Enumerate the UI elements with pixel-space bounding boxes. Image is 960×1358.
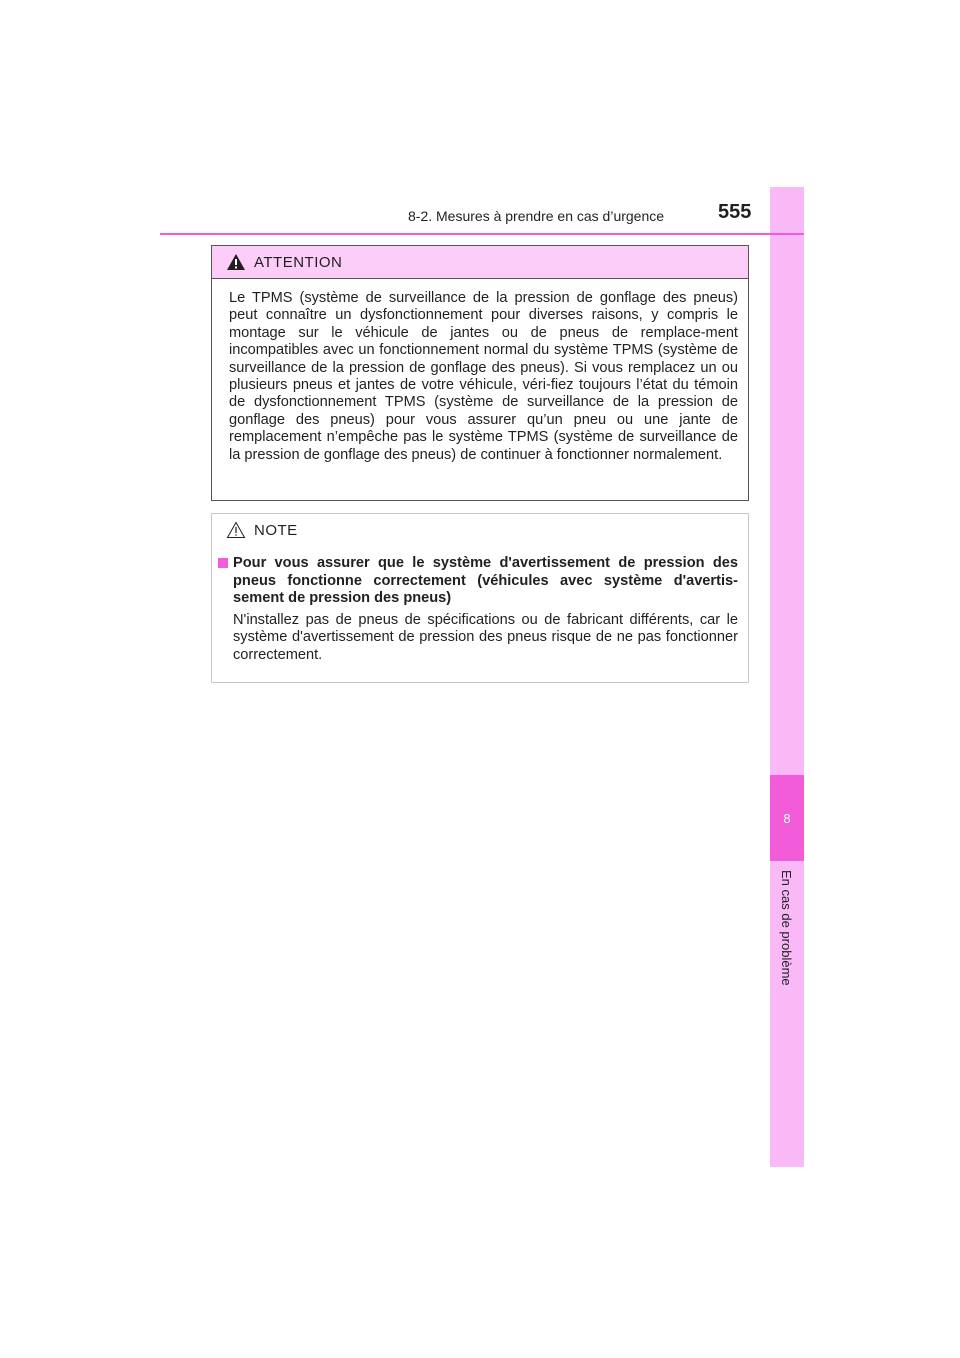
attention-box: [211, 245, 749, 501]
note-box: [211, 513, 749, 683]
note-text: N'installez pas de pneus de spécifications ou de fabricant différents, car le système d'avertissement de pression des pneus risque de ne pas fonctionner correctement.: [233, 611, 738, 663]
attention-header: [212, 246, 748, 279]
note-header: [212, 514, 748, 546]
header-divider: [160, 233, 804, 235]
chapter-title-label: En cas de problème: [779, 870, 794, 986]
chapter-number-tab: 8: [770, 775, 804, 861]
section-title: 8-2. Mesures à prendre en cas d’urgence: [408, 208, 665, 224]
bullet-square-icon: [218, 558, 228, 568]
page-number: 555: [718, 201, 752, 223]
warning-triangle-icon: [226, 253, 246, 271]
note-heading: [216, 555, 738, 608]
attention-text: Le TPMS (système de surveillance de la pression de gonflage des pneus) peut connaître un dysfonctionnement pour diverses raisons, y compris le montage sur le véhicule de jantes ou de pneus de remplace-ment incompatibles avec un fonctionnement normal du système TPMS (système de surveillance de la pression de gonflage des pneus). Si vous remplacez un ou plusieurs pneus et jantes de votre véhicule, véri-fiez toujours l’état du témoin de dysfonctionnement TPMS (système de surveillance de la pression de gonflage des pneus) pour vous assurer qu’un pneu ou une jante de remplacement n’empêche pas le système TPMS (système de surveillance de la pression de gonflage des pneus) de continuer à fonctionner normalement.: [229, 290, 738, 463]
attention-title: ATTENTION: [254, 253, 343, 271]
note-title: NOTE: [254, 521, 298, 539]
note-content: [212, 546, 748, 665]
side-chapter-tab: [770, 187, 804, 1167]
note-heading-text: Pour vous assurer que le système d'avertissement de pression des pneus fonctionne correctement (véhicules avec système d'avertis-sement de pression des pneus): [233, 555, 738, 607]
caution-triangle-outline-icon: [226, 521, 246, 539]
